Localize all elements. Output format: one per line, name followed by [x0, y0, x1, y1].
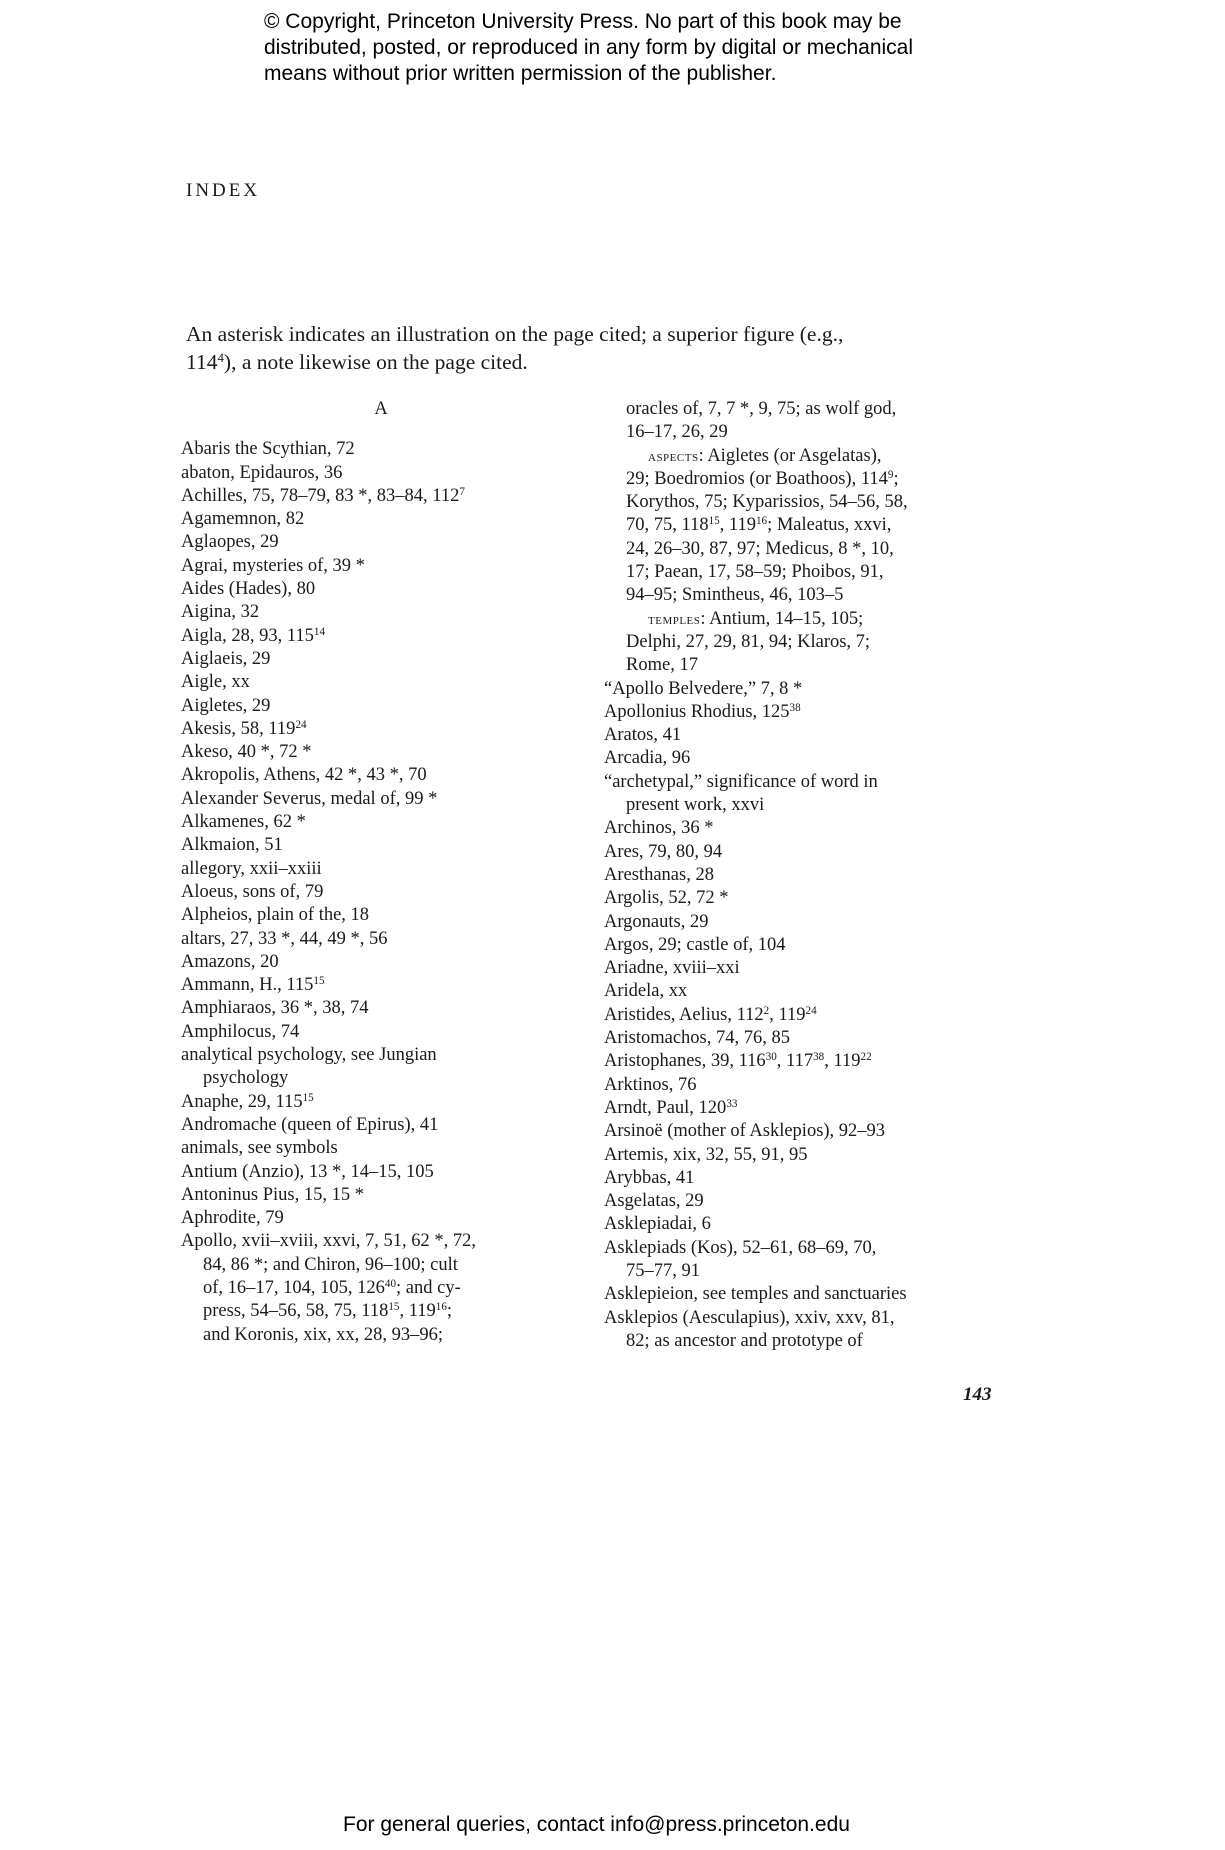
entry-text: Asklepieion, see temples and sanctuaries: [604, 1284, 907, 1305]
index-entry: [604, 864, 1024, 887]
index-entry: [604, 584, 1024, 607]
index-entry: [604, 1120, 1024, 1143]
entry-text: Antium (Anzio), 13 *, 14–15, 105: [181, 1161, 434, 1182]
entry-text: Artemis, xix, 32, 55, 91, 95: [604, 1144, 808, 1165]
entry-text: animals, see symbols: [181, 1138, 338, 1159]
intro-example-page: 114: [186, 350, 218, 374]
index-entry: [181, 834, 601, 857]
index-entry: [181, 1067, 601, 1090]
entry-text: Andromache (queen of Epirus), 41: [181, 1114, 439, 1135]
entry-text: : Antium, 14–15, 105;: [700, 608, 864, 629]
index-entry: [604, 398, 1024, 421]
index-entry: [604, 794, 1024, 817]
entry-text: Abaris the Scythian, 72: [181, 439, 355, 460]
index-entry: [181, 1207, 601, 1230]
index-entry: [604, 421, 1024, 444]
entry-text: Ariadne, xviii–xxi: [604, 958, 740, 979]
index-entry: [604, 1190, 1024, 1213]
entry-text: allegory, xxii–xxiii: [181, 858, 322, 879]
entry-text: Alexander Severus, medal of, 99 *: [181, 788, 438, 809]
entry-note-ref: 38: [789, 701, 801, 714]
entry-note-ref: 15: [313, 975, 325, 988]
entry-text: 70, 75, 118: [626, 515, 709, 536]
copyright-line: © Copyright, Princeton University Press. No part of this book may be: [264, 10, 902, 33]
index-entry: [604, 841, 1024, 864]
index-entry: [604, 1050, 1024, 1073]
entry-text: Asklepiadai, 6: [604, 1214, 711, 1235]
index-entry: [604, 538, 1024, 561]
intro-example-note: 4: [217, 350, 224, 365]
index-entry: [181, 1091, 601, 1114]
entry-text: press, 54–56, 58, 75, 118: [203, 1301, 389, 1322]
index-entry: [604, 654, 1024, 677]
index-entry: [181, 1161, 601, 1184]
entry-text: Asklepiads (Kos), 52–61, 68–69, 70,: [604, 1237, 877, 1258]
index-entry: [181, 485, 601, 508]
footer-contact: For general queries, contact info@press.princeton.edu: [343, 1813, 850, 1836]
entry-note-ref: 16: [756, 515, 768, 528]
entry-text: oracles of, 7, 7 *, 9, 75; as wolf god,: [626, 399, 897, 419]
entry-text: Amphilocus, 74: [181, 1021, 300, 1042]
entry-text: Ammann, H., 115: [181, 975, 314, 996]
index-column-left: [181, 398, 601, 1347]
index-entry: [181, 904, 601, 927]
entry-text: 16–17, 26, 29: [626, 422, 728, 443]
entry-note-ref: 33: [726, 1097, 738, 1110]
index-entry: [604, 701, 1024, 724]
entry-text: Aigla, 28, 93, 115: [181, 625, 314, 646]
index-entry: [181, 997, 601, 1020]
entry-text: Akeso, 40 *, 72 *: [181, 742, 312, 763]
index-entry: [604, 1167, 1024, 1190]
entry-text: ; Maleatus, xxvi,: [767, 515, 892, 536]
index-entry: [181, 1184, 601, 1207]
index-entry: [181, 531, 601, 554]
entry-text: Alkamenes, 62 *: [181, 812, 306, 833]
entry-note-ref: 16: [435, 1301, 447, 1314]
index-entry: [604, 1213, 1024, 1236]
index-entry: [604, 1330, 1024, 1353]
entry-text: “Apollo Belvedere,” 7, 8 *: [604, 678, 803, 699]
index-entry: [604, 491, 1024, 514]
entry-text: ;: [893, 468, 899, 489]
index-entry: [604, 1144, 1024, 1167]
entry-text: present work, xxvi: [626, 795, 765, 816]
entry-text: Aresthanas, 28: [604, 864, 714, 885]
index-entry: [181, 625, 601, 648]
index-entry: [181, 462, 601, 485]
entry-text: , 119: [719, 515, 756, 536]
index-entry: [604, 911, 1024, 934]
page-number: 143: [963, 1384, 992, 1405]
entry-text: Aigletes, 29: [181, 695, 271, 716]
entry-text: “archetypal,” significance of word in: [604, 771, 878, 792]
entry-text: Apollo, xvii–xviii, xxvi, 7, 51, 62 *, 72,: [181, 1231, 476, 1252]
intro-line: An asterisk indicates an illustration on the page cited; a superior figure (e.g.,: [186, 322, 844, 346]
entry-text: of, 16–17, 104, 105, 126: [203, 1277, 385, 1298]
index-entry: [604, 468, 1024, 491]
entry-text: altars, 27, 33 *, 44, 49 *, 56: [181, 928, 388, 949]
index-entry: [181, 811, 601, 834]
entry-text: analytical psychology, see Jungian: [181, 1045, 437, 1066]
entry-text: Aratos, 41: [604, 725, 682, 746]
index-entry: [181, 1254, 601, 1277]
index-entry: [181, 578, 601, 601]
index-entry: [604, 1004, 1024, 1027]
index-entry: [604, 631, 1024, 654]
entry-text: Arcadia, 96: [604, 748, 691, 769]
entry-text: Achilles, 75, 78–79, 83 *, 83–84, 112: [181, 485, 460, 506]
copyright-notice: [264, 9, 1024, 87]
entry-text: Aristophanes, 39, 116: [604, 1051, 766, 1072]
index-entry: [604, 1027, 1024, 1050]
entry-text: Rome, 17: [626, 655, 698, 676]
index-entry: [181, 1021, 601, 1044]
index-entry: [181, 1230, 601, 1253]
entry-text: Arsinoë (mother of Asklepios), 92–93: [604, 1121, 886, 1142]
entry-text: , 117: [776, 1051, 814, 1072]
index-column-right: [604, 398, 1024, 1353]
index-entry: [181, 695, 601, 718]
index-entry: [181, 788, 601, 811]
entry-text: Aigina, 32: [181, 602, 260, 623]
index-entry: [181, 648, 601, 671]
entry-text: Ares, 79, 80, 94: [604, 841, 723, 862]
index-entry: [181, 951, 601, 974]
entry-text: ; and cy-: [396, 1277, 461, 1298]
entry-text: 17; Paean, 17, 58–59; Phoibos, 91,: [626, 562, 884, 583]
index-entry: [181, 1277, 601, 1300]
entry-text: Alkmaion, 51: [181, 835, 283, 856]
entry-text: ;: [446, 1301, 452, 1322]
entry-subhead-label: aspects: [648, 447, 699, 465]
entry-text: Archinos, 36 *: [604, 818, 714, 839]
entry-subhead-label: temples: [648, 610, 701, 628]
entry-text: Anaphe, 29, 115: [181, 1091, 303, 1112]
entry-text: Aridela, xx: [604, 981, 688, 1002]
entry-text: Delphi, 27, 29, 81, 94; Klaros, 7;: [626, 631, 871, 652]
index-entry: [604, 1307, 1024, 1330]
entry-note-ref: 15: [708, 515, 720, 528]
entry-text: Apollonius Rhodius, 125: [604, 701, 790, 722]
entry-text: Argos, 29; castle of, 104: [604, 934, 786, 955]
entry-text: Aloeus, sons of, 79: [181, 881, 324, 902]
intro-line-rest: ), a note likewise on the page cited.: [223, 350, 528, 374]
index-entry: [604, 445, 1024, 468]
index-entry: [604, 1283, 1024, 1306]
entry-note-ref: 40: [384, 1277, 397, 1290]
index-entry: [181, 1114, 601, 1137]
entry-text: Arktinos, 76: [604, 1074, 697, 1095]
entry-text: , 119: [769, 1004, 806, 1025]
entry-text: Korythos, 75; Kyparissios, 54–56, 58,: [626, 492, 908, 513]
copyright-line: means without prior written permission of the publisher.: [264, 62, 777, 85]
index-entry: [181, 928, 601, 951]
index-entry: [604, 1237, 1024, 1260]
index-entry: [604, 771, 1024, 794]
entry-text: Antoninus Pius, 15, 15 *: [181, 1184, 364, 1205]
index-entry: [604, 957, 1024, 980]
index-entry: [604, 724, 1024, 747]
entry-text: Arndt, Paul, 120: [604, 1097, 727, 1118]
index-entry: [181, 741, 601, 764]
entry-text: Amphiaraos, 36 *, 38, 74: [181, 998, 369, 1019]
index-entry: [181, 1137, 601, 1160]
entry-text: 29; Boedromios (or Boathoos), 114: [626, 468, 888, 489]
entry-text: Argonauts, 29: [604, 911, 709, 932]
entry-text: Aglaopes, 29: [181, 532, 279, 553]
index-entry: [181, 881, 601, 904]
entry-text: Aigle, xx: [181, 672, 250, 693]
entry-text: , 119: [399, 1301, 436, 1322]
index-entry: [181, 718, 601, 741]
index-entry: [604, 1074, 1024, 1097]
index-entries-right: [604, 398, 1024, 1353]
entry-text: Aiglaeis, 29: [181, 648, 271, 669]
index-entry: [181, 1300, 601, 1323]
entry-text: Amazons, 20: [181, 951, 279, 972]
index-entry: [604, 934, 1024, 957]
entry-text: Akropolis, Athens, 42 *, 43 *, 70: [181, 765, 427, 786]
entry-text: Aphrodite, 79: [181, 1208, 284, 1229]
entry-text: psychology: [203, 1068, 289, 1089]
index-entry: [604, 608, 1024, 631]
intro-line: [186, 348, 1006, 376]
index-entry: [181, 555, 601, 578]
index-entry: [604, 887, 1024, 910]
index-entries-left: [181, 438, 601, 1347]
entry-text: Aides (Hades), 80: [181, 579, 316, 600]
entry-note-ref: 2: [763, 1004, 770, 1017]
entry-note-ref: 14: [313, 625, 326, 638]
index-entry: [181, 1324, 601, 1347]
entry-note-ref: 24: [295, 718, 307, 731]
index-entry: [604, 561, 1024, 584]
entry-text: Arybbas, 41: [604, 1167, 695, 1188]
entry-text: : Aigletes (or Asgelatas),: [698, 445, 882, 466]
index-entry: [604, 1260, 1024, 1283]
index-entry: [604, 747, 1024, 770]
index-entry: [181, 1044, 601, 1067]
page-title: INDEX: [186, 180, 261, 201]
index-entry: [604, 514, 1024, 537]
entry-note-ref: 24: [805, 1004, 817, 1017]
entry-text: and Koronis, xix, xx, 28, 93–96;: [203, 1324, 443, 1345]
index-entry: [604, 678, 1024, 701]
entry-note-ref: 30: [765, 1051, 777, 1064]
index-intro-note: [186, 320, 1006, 376]
entry-note-ref: 38: [813, 1051, 825, 1064]
section-letter: A: [374, 399, 388, 419]
index-entry: [181, 508, 601, 531]
index-entry: [604, 980, 1024, 1003]
entry-text: Agamemnon, 82: [181, 509, 305, 530]
copyright-line: distributed, posted, or reproduced in any form by digital or mechanical: [264, 36, 914, 59]
entry-text: abaton, Epidauros, 36: [181, 462, 343, 483]
entry-text: Akesis, 58, 119: [181, 718, 296, 739]
entry-text: Argolis, 52, 72 *: [604, 888, 729, 909]
entry-text: 84, 86 *; and Chiron, 96–100; cult: [203, 1254, 458, 1275]
entry-text: 82; as ancestor and prototype of: [626, 1330, 863, 1351]
entry-note-ref: 15: [388, 1301, 400, 1314]
entry-text: Agrai, mysteries of, 39 *: [181, 555, 365, 576]
index-entry: [181, 671, 601, 694]
index-entry: [181, 974, 601, 997]
entry-text: Aristomachos, 74, 76, 85: [604, 1028, 791, 1049]
index-entry: [181, 764, 601, 787]
index-entry: [604, 817, 1024, 840]
index-entry: [181, 601, 601, 624]
entry-text: Alpheios, plain of the, 18: [181, 905, 370, 926]
entry-text: 94–95; Smintheus, 46, 103–5: [626, 585, 844, 606]
entry-note-ref: 22: [860, 1051, 872, 1064]
entry-note-ref: 9: [887, 468, 894, 481]
index-entry: [181, 858, 601, 881]
entry-text: Asgelatas, 29: [604, 1191, 704, 1212]
entry-text: 75–77, 91: [626, 1260, 700, 1281]
entry-note-ref: 15: [302, 1091, 314, 1104]
entry-text: 24, 26–30, 87, 97; Medicus, 8 *, 10,: [626, 538, 894, 559]
entry-text: , 119: [824, 1051, 861, 1072]
index-entry: [604, 1097, 1024, 1120]
entry-text: Asklepios (Aesculapius), xxiv, xxv, 81,: [604, 1307, 895, 1328]
entry-note-ref: 7: [459, 485, 465, 498]
index-entry: [181, 438, 601, 461]
entry-text: Aristides, Aelius, 112: [604, 1004, 764, 1025]
